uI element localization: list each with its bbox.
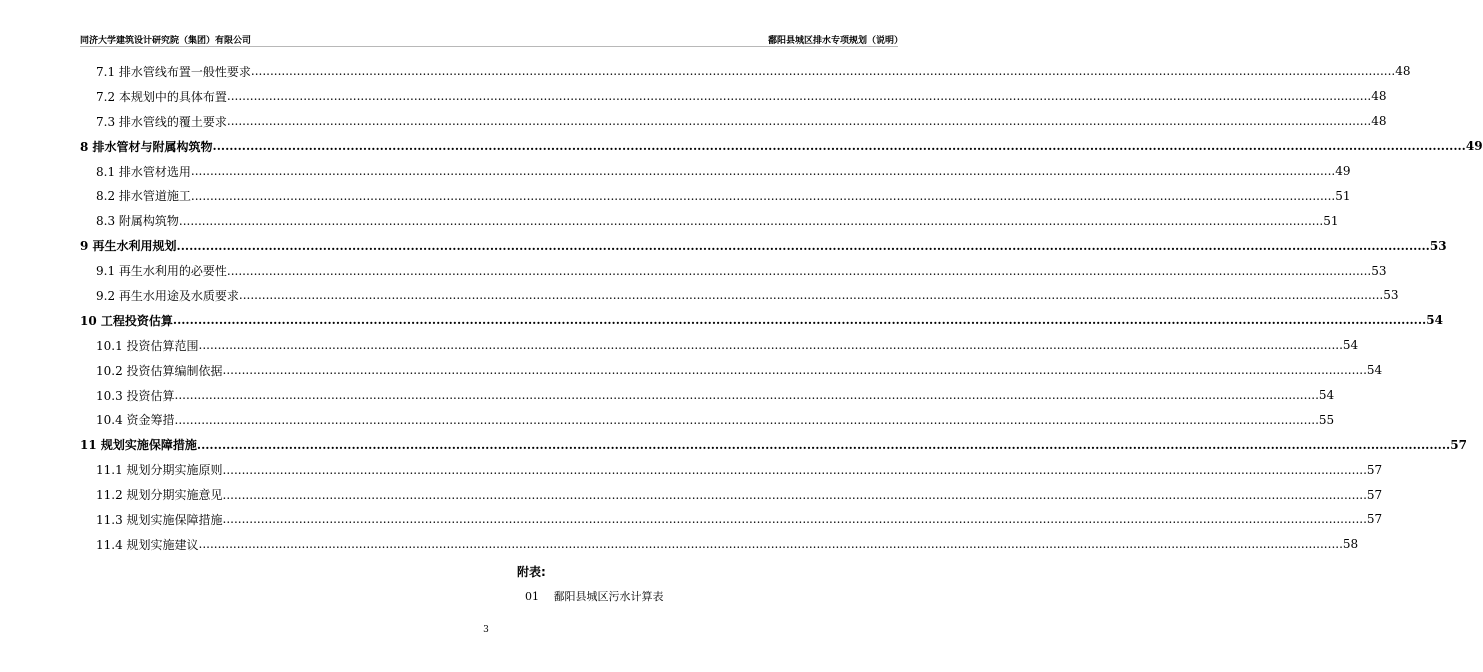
toc-entry-page: 53	[1429, 238, 1447, 253]
appendix-item[interactable]	[525, 588, 664, 604]
toc-section-entry[interactable]	[80, 383, 1335, 408]
toc-dot-leader: ............................................................................................................................................................................................................................................................................................................	[226, 89, 1372, 104]
toc-dot-leader: ............................................................................................................................................................................................................................................................................................................	[198, 338, 1343, 353]
toc-dot-leader: ............................................................................................................................................................................................................................................................................................................	[222, 487, 1367, 502]
toc-entry-label: 10.3 投资估算	[96, 388, 175, 403]
toc-entry-label: 11.2 规划分期实施意见	[96, 488, 223, 503]
toc-entry-page: 54	[1342, 338, 1359, 353]
toc-dot-leader: ............................................................................................................................................................................................................................................................................................................	[222, 363, 1367, 378]
toc-entry-page: 54	[1426, 313, 1443, 328]
appendix-item-number: 01	[525, 590, 539, 603]
toc-section-entry[interactable]	[80, 84, 1387, 109]
table-of-contents	[80, 59, 1483, 557]
toc-dot-leader: ............................................................................................................................................................................................................................................................................................................	[176, 238, 1430, 253]
toc-entry-page: 53	[1371, 263, 1387, 278]
toc-dot-leader: ............................................................................................................................................................................................................................................................................................................	[222, 462, 1367, 477]
toc-chapter-entry[interactable]	[80, 134, 1483, 159]
toc-entry-page: 54	[1366, 363, 1383, 378]
header-document-title: 鄱阳县城区排水专项规划（说明）	[768, 36, 904, 46]
toc-chapter-entry[interactable]	[80, 432, 1467, 457]
toc-dot-leader: ............................................................................................................................................................................................................................................................................................................	[238, 288, 1384, 303]
toc-dot-leader: ............................................................................................................................................................................................................................................................................................................	[222, 512, 1367, 527]
toc-dot-leader: ............................................................................................................................................................................................................................................................................................................	[190, 164, 1336, 178]
toc-dot-leader: ............................................................................................................................................................................................................................................................................................................	[178, 213, 1324, 228]
toc-section-entry[interactable]	[80, 457, 1383, 482]
toc-dot-leader: ............................................................................................................................................................................................................................................................................................................	[226, 263, 1372, 278]
toc-dot-leader: ............................................................................................................................................................................................................................................................................................................	[212, 139, 1466, 154]
toc-entry-label: 10.1 投资估算范围	[96, 338, 199, 353]
toc-entry-label: 11 规划实施保障措施	[80, 438, 197, 453]
toc-section-entry[interactable]	[80, 482, 1383, 507]
appendix-item-text: 鄱阳县城区污水计算表	[553, 590, 664, 603]
toc-entry-label: 9.1 再生水利用的必要性	[96, 264, 227, 279]
toc-entry-page: 49	[1335, 164, 1351, 178]
toc-entry-page: 51	[1335, 188, 1351, 203]
toc-entry-page: 53	[1383, 288, 1399, 303]
toc-dot-leader: ............................................................................................................................................................................................................................................................................................................	[198, 537, 1343, 552]
toc-section-entry[interactable]	[80, 258, 1387, 283]
toc-dot-leader: ............................................................................................................................................................................................................................................................................................................	[250, 64, 1396, 79]
toc-entry-label: 8.2 排水管道施工	[96, 189, 191, 204]
toc-entry-label: 11.4 规划实施建议	[96, 537, 199, 552]
toc-entry-label: 7.2 本规划中的具体布置	[96, 89, 227, 104]
toc-entry-label: 8.1 排水管材选用	[96, 164, 191, 179]
toc-section-entry[interactable]	[80, 159, 1351, 184]
toc-entry-label: 10.2 投资估算编制依据	[96, 363, 223, 378]
toc-entry-label: 7.3 排水管线的覆土要求	[96, 114, 227, 129]
toc-dot-leader: ............................................................................................................................................................................................................................................................................................................	[172, 313, 1427, 328]
toc-entry-label: 9 再生水利用规划	[80, 239, 177, 254]
toc-dot-leader: ............................................................................................................................................................................................................................................................................................................	[174, 412, 1319, 427]
toc-section-entry[interactable]	[80, 532, 1359, 557]
toc-entry-page: 57	[1366, 462, 1383, 477]
page-number: 3	[483, 625, 489, 635]
toc-section-entry[interactable]	[80, 208, 1339, 233]
toc-entry-page: 48	[1395, 64, 1411, 79]
toc-dot-leader: ............................................................................................................................................................................................................................................................................................................	[226, 114, 1372, 129]
toc-entry-label: 8 排水管材与附属构筑物	[80, 139, 213, 154]
toc-chapter-entry[interactable]	[80, 308, 1443, 333]
appendix-title: 附表:	[517, 565, 546, 579]
toc-entry-label: 10.4 资金筹措	[96, 413, 175, 428]
toc-entry-page: 54	[1318, 388, 1335, 403]
toc-entry-page: 49	[1465, 139, 1483, 154]
toc-entry-page: 57	[1450, 437, 1467, 452]
toc-entry-page: 57	[1366, 487, 1383, 502]
toc-entry-label: 8.3 附属构筑物	[96, 214, 179, 229]
toc-entry-page: 48	[1371, 89, 1387, 104]
toc-entry-label: 7.1 排水管线布置一般性要求	[96, 64, 251, 79]
toc-dot-leader: ............................................................................................................................................................................................................................................................................................................	[190, 188, 1336, 203]
toc-section-entry[interactable]	[80, 283, 1399, 308]
toc-entry-page: 51	[1323, 213, 1339, 228]
toc-entry-label: 11.1 规划分期实施原则	[96, 463, 223, 478]
toc-entry-page: 57	[1366, 512, 1383, 527]
header-organization: 同济大学建筑设计研究院（集团）有限公司	[80, 36, 252, 46]
toc-entry-page: 58	[1342, 537, 1359, 552]
toc-section-entry[interactable]	[80, 358, 1383, 383]
toc-entry-page: 55	[1318, 412, 1335, 427]
toc-entry-label: 11.3 规划实施保障措施	[96, 512, 223, 527]
toc-chapter-entry[interactable]	[80, 233, 1447, 258]
toc-section-entry[interactable]	[80, 407, 1335, 432]
toc-entry-label: 9.2 再生水用途及水质要求	[96, 288, 239, 303]
toc-entry-label: 10 工程投资估算	[80, 313, 173, 328]
toc-section-entry[interactable]	[80, 109, 1387, 134]
toc-dot-leader: ............................................................................................................................................................................................................................................................................................................	[196, 437, 1451, 452]
toc-section-entry[interactable]	[80, 183, 1351, 208]
header-rule	[80, 46, 898, 47]
toc-dot-leader: ............................................................................................................................................................................................................................................................................................................	[174, 388, 1319, 403]
toc-section-entry[interactable]	[80, 333, 1359, 358]
toc-section-entry[interactable]	[80, 59, 1411, 84]
toc-section-entry[interactable]	[80, 507, 1383, 532]
toc-entry-page: 48	[1371, 114, 1387, 129]
